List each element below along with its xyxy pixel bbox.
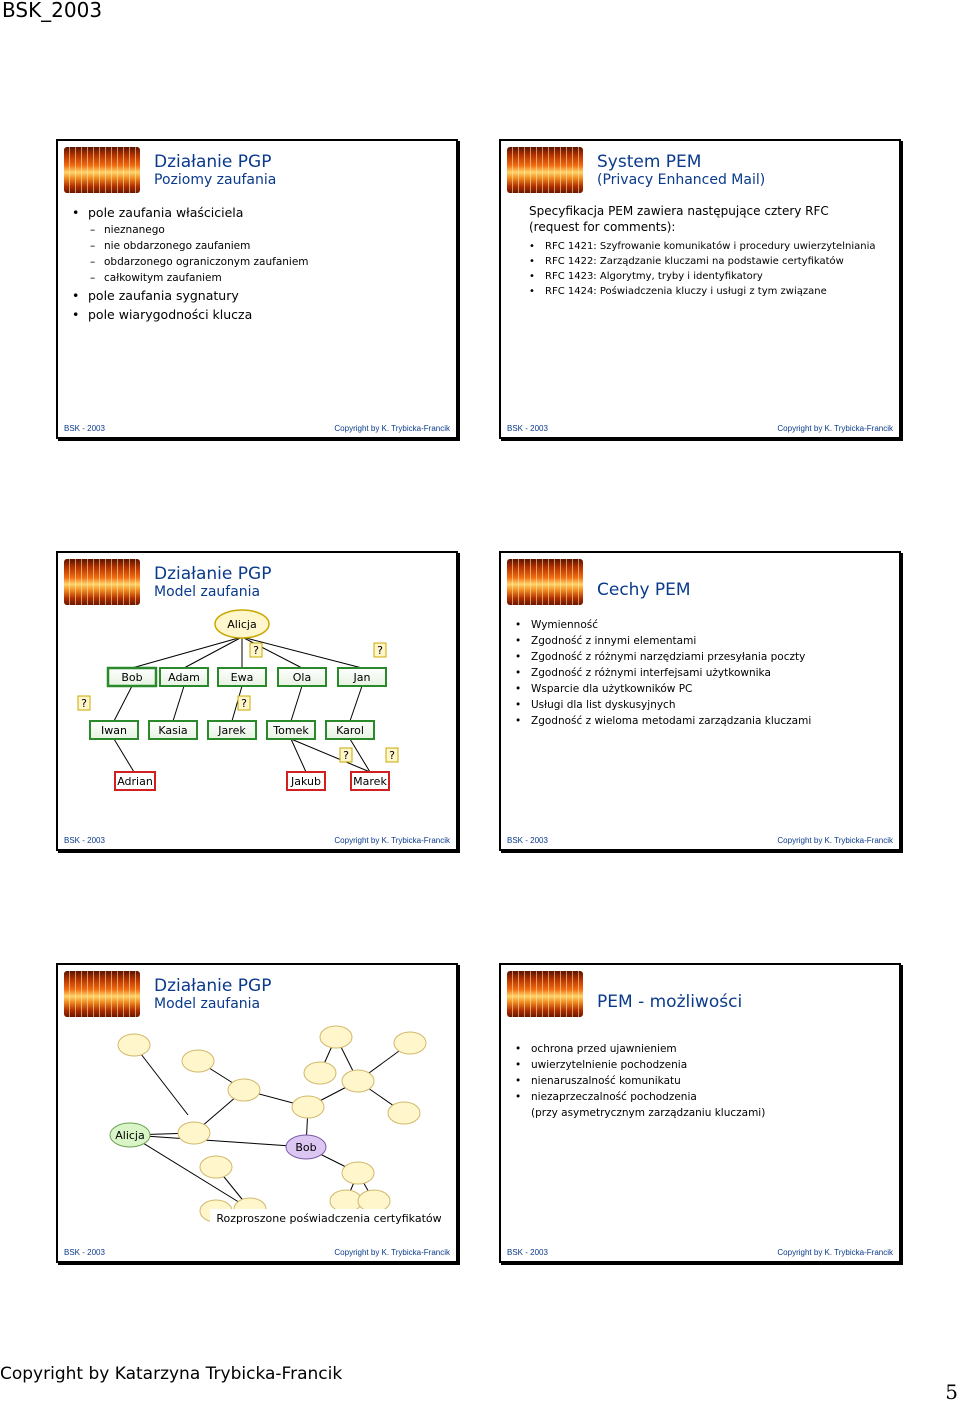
node-label: Alicja [227,618,257,631]
slide-pgp-trust-levels [56,139,458,439]
list-item: • niezaprzeczalność pochodzenia [515,1089,697,1105]
node-label: Adam [168,671,200,684]
node-ewa [218,668,266,686]
node-bob [108,668,156,686]
slide-title [154,153,276,189]
node-jan [338,668,386,686]
slide-title [597,153,765,189]
page-number: 5 [945,1380,958,1404]
slide-logo [507,147,583,193]
unknown-mark: ? [241,697,247,710]
web-edges [130,1037,410,1211]
node-label: Kasia [158,724,188,737]
list-item: • Zgodność z innymi elementami [515,633,811,649]
bullet-list [515,1041,697,1105]
node-adrian [115,772,155,790]
slide-footer-left: BSK - 2003 [507,424,548,433]
page-copyright: Copyright by Katarzyna Trybicka-Francik [0,1364,343,1384]
node-label: Alicja [115,1129,145,1142]
slide-footer-left: BSK - 2003 [64,1248,105,1257]
slide-title-text: Działanie PGP [154,976,272,996]
list-item: – całkowitym zaufaniem [72,270,309,286]
list-item: • RFC 1424: Poświadczenia kluczy i usługi z tym związane [529,284,875,299]
slide-title-text: System PEM [597,152,702,172]
trust-web-diagram [58,965,460,1265]
node-label: Bob [121,671,143,684]
bullet-list [515,617,811,729]
node-label: Karol [336,724,364,737]
slide-pem-system [499,139,901,439]
list-item: – obdarzonego ograniczonym zaufaniem [72,254,309,270]
slide-footer-left: BSK - 2003 [507,836,548,845]
bullet-list [72,203,309,324]
slide-subtitle: Model zaufania [154,584,261,600]
trust-model-diagram [58,553,460,853]
slide-logo [507,559,583,605]
node-tomek [267,721,315,739]
document-title: BSK_2003 [2,0,103,22]
list-item: • Zgodność z różnymi narzędziami przesyłania poczty [515,649,811,665]
node-jarek [208,721,256,739]
list-item: • ochrona przed ujawnieniem [515,1041,697,1057]
list-item: • RFC 1423: Algorytmy, tryby i identyfikatory [529,269,875,284]
list-item: • nienaruszalność komunikatu [515,1073,697,1089]
slide-title: PEM - możliwości [597,992,743,1012]
node-label: Adrian [117,775,153,788]
rfc-list [529,239,875,299]
node-alicja [215,610,269,638]
list-item: • Zgodność z różnymi interfejsami użytkownika [515,665,811,681]
list-item: • Usługi dla list dyskusyjnych [515,697,811,713]
node-bob [286,1135,326,1159]
slide-pgp-trust-web [56,963,458,1263]
slide-footer-right: Copyright by K. Trybicka-Francik [777,424,893,433]
list-item: • Wsparcie dla użytkowników PC [515,681,811,697]
node-ola [278,668,326,686]
list-item: • pole wiarygodności klucza [72,305,309,324]
node-kasia [149,721,197,739]
web-caption: Rozproszone poświadczenia certyfikatów [216,1212,442,1225]
node-marek [351,772,389,790]
list-item: • pole zaufania właściciela [72,203,309,222]
slide-title-text: Działanie PGP [154,564,272,584]
slide-footer-left: BSK - 2003 [64,836,105,845]
slide-title-text: Działanie PGP [154,152,272,172]
slide-footer-left: BSK - 2003 [64,424,105,433]
node-label: Ola [292,671,312,684]
node-label: Jan [353,671,371,684]
node-label: Tomek [273,724,309,737]
list-item: • RFC 1422: Zarządzanie kluczami na podstawie certyfikatów [529,254,875,269]
unknown-mark: ? [343,749,349,762]
unknown-mark: ? [81,697,87,710]
node-karol [326,721,374,739]
web-nodes [118,1026,426,1222]
node-label: Jakub [291,775,321,788]
slide-footer-right: Copyright by K. Trybicka-Francik [334,1248,450,1257]
slide-subtitle: Poziomy zaufania [154,172,277,188]
slide-footer-right: Copyright by K. Trybicka-Francik [777,836,893,845]
slide-title: Cechy PEM [597,580,691,600]
slide-footer-right: Copyright by K. Trybicka-Francik [334,836,450,845]
unknown-mark: ? [389,749,395,762]
node-label: Bob [295,1141,317,1154]
unknown-mark: ? [377,644,383,657]
node-iwan [90,721,138,739]
slide-logo [64,147,140,193]
slide-logo [507,971,583,1017]
slide-pem-capabilities [499,963,901,1263]
node-alicja [110,1123,150,1147]
slide-pem-features [499,551,901,851]
list-item: • pole zaufania sygnatury [72,286,309,305]
unknown-mark: ? [253,644,259,657]
node-label: Ewa [230,671,254,684]
node-label: Jarek [218,724,246,737]
slide-pgp-trust-model [56,551,458,851]
unknown-markers [78,643,398,762]
list-note: (przy asymetrycznym zarządzaniu kluczami) [531,1107,766,1119]
slide-footer-right: Copyright by K. Trybicka-Francik [334,424,450,433]
node-adam [160,668,208,686]
list-item: – nieznanego [72,222,309,238]
list-item: • uwierzytelnienie pochodzenia [515,1057,697,1073]
intro-line: Specyfikacja PEM zawiera następujące cztery RFC [529,204,829,218]
slide-footer-right: Copyright by K. Trybicka-Francik [777,1248,893,1257]
slide-footer-left: BSK - 2003 [507,1248,548,1257]
list-item: – nie obdarzonego zaufaniem [72,238,309,254]
list-item: • Zgodność z wieloma metodami zarządzania kluczami [515,713,811,729]
intro-line: (request for comments): [529,220,676,234]
node-jakub [287,772,325,790]
node-label: Marek [353,775,387,788]
list-item: • RFC 1421: Szyfrowanie komunikatów i procedury uwierzytelniania [529,239,875,254]
slide-subtitle: (Privacy Enhanced Mail) [597,172,766,188]
list-item: • Wymienność [515,617,811,633]
node-label: Iwan [101,724,127,737]
slide-subtitle: Model zaufania [154,996,261,1012]
slide-intro [529,203,829,235]
